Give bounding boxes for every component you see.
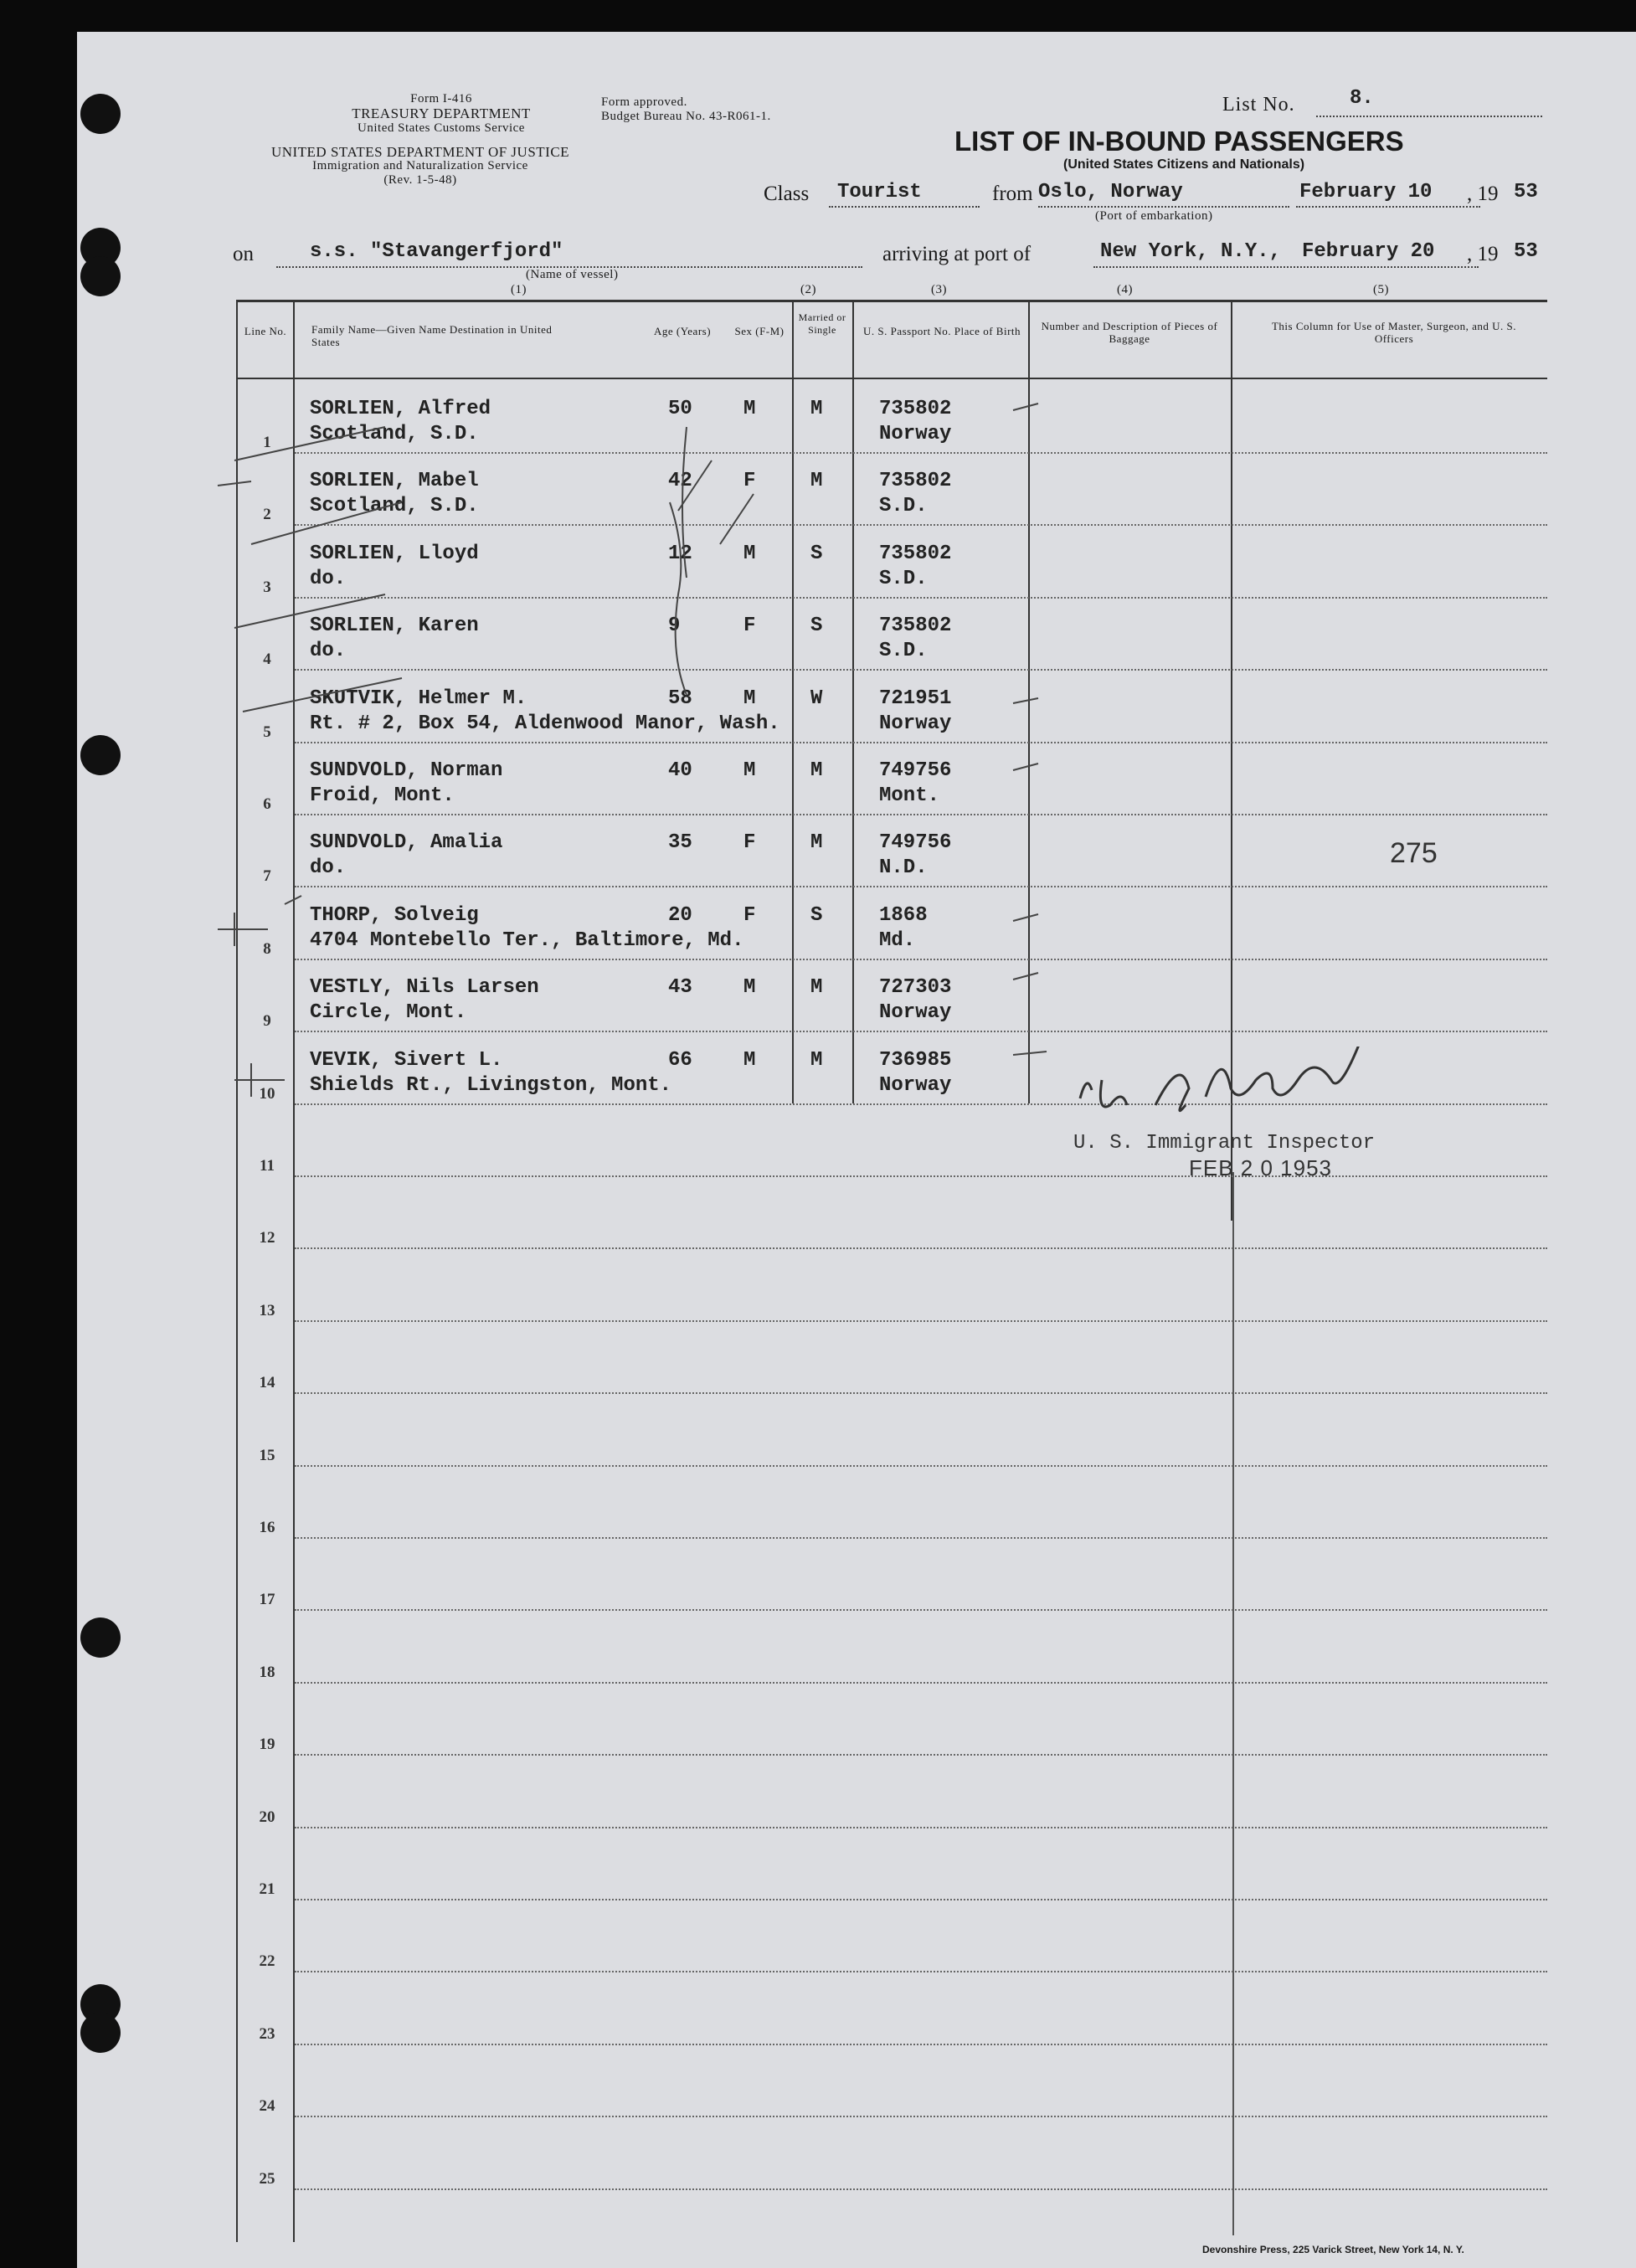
place-of-birth: S.D.	[879, 640, 928, 663]
list-no-label: List No.	[1222, 94, 1295, 116]
inspector-label: U. S. Immigrant Inspector	[1073, 1132, 1376, 1155]
line-number: 3	[263, 578, 271, 596]
line-number: 1	[263, 434, 271, 451]
place-of-birth: Norway	[879, 1001, 952, 1025]
header-name: Family Name—Given Name Destination in United States	[311, 323, 553, 348]
line-number: 13	[259, 1301, 275, 1319]
passenger-age: 20	[668, 903, 692, 927]
line-number: 10	[259, 1084, 275, 1103]
line-number: 18	[259, 1663, 275, 1681]
header-bottom-border	[236, 378, 1547, 379]
date-stamp: FEB 2 0 1953	[1189, 1155, 1332, 1180]
passenger-age: 58	[668, 687, 692, 710]
place-of-birth: N.D.	[879, 856, 928, 880]
port-embark-label: (Port of embarkation)	[1095, 209, 1213, 223]
vessel-label: (Name of vessel)	[526, 268, 619, 281]
passenger-name: THORP, Solveig	[310, 903, 479, 927]
passport-number: 735802	[879, 398, 952, 420]
header-passport: U. S. Passport No. Place of Birth	[862, 325, 1021, 337]
line-number: 11	[260, 1157, 275, 1175]
passenger-destination: Scotland, S.D.	[310, 423, 479, 445]
row-separator	[295, 1320, 1547, 1322]
line-number: 7	[263, 867, 271, 886]
place-of-birth: S.D.	[879, 495, 928, 518]
passenger-sex: M	[743, 759, 756, 782]
document-subtitle: (United States Citizens and Nationals)	[1063, 157, 1305, 172]
line-number: 5	[263, 723, 271, 741]
passenger-destination: 4704 Montebello Ter., Baltimore, Md.	[310, 928, 744, 952]
officer-number: 275	[1390, 837, 1438, 869]
arrival-date: February 20	[1302, 240, 1435, 263]
place-of-birth: Norway	[879, 423, 952, 445]
passenger-name: SORLIEN, Karen	[310, 615, 479, 638]
form-approved: Form approved.	[601, 95, 687, 109]
line-number: 25	[259, 2169, 275, 2188]
passenger-destination: Circle, Mont.	[310, 1001, 467, 1025]
punch-hole	[80, 1617, 121, 1658]
form-number: Form I-416	[410, 92, 472, 105]
header-age: Age (Years)	[653, 325, 712, 337]
depart-year-prefix: , 19	[1467, 183, 1499, 205]
line-number: 12	[259, 1229, 275, 1247]
passenger-sex: F	[743, 903, 756, 927]
line-number: 8	[263, 939, 271, 958]
col-num-2: (2)	[800, 283, 816, 296]
from-label: from	[992, 183, 1033, 205]
col-num-5: (5)	[1373, 283, 1389, 296]
line-number: 20	[259, 1808, 275, 1826]
col-num-3: (3)	[931, 283, 947, 296]
passenger-age: 66	[668, 1048, 692, 1072]
passport-number: 735802	[879, 470, 952, 493]
arrival-port: New York, N.Y.,	[1100, 240, 1282, 263]
vessel-name: s.s. "Stavangerfjord"	[310, 240, 563, 263]
passport-number: 736985	[879, 1048, 952, 1072]
passenger-marital-status: M	[810, 470, 823, 493]
passenger-sex: F	[743, 615, 756, 638]
passenger-destination: Froid, Mont.	[310, 784, 455, 807]
header-line-no: Line No.	[244, 325, 287, 337]
passenger-age: 42	[668, 470, 692, 493]
revision: (Rev. 1-5-48)	[383, 173, 457, 187]
passenger-age: 43	[668, 976, 692, 1000]
passport-number: 749756	[879, 759, 952, 782]
row-separator	[295, 1247, 1547, 1249]
line-number: 9	[263, 1012, 271, 1031]
passenger-marital-status: M	[810, 398, 823, 420]
place-of-birth: Md.	[879, 928, 916, 952]
passenger-destination: do.	[310, 640, 347, 663]
passenger-age: 40	[668, 759, 692, 782]
passenger-name: SUNDVOLD, Norman	[310, 759, 503, 782]
punch-hole	[80, 735, 121, 775]
passenger-marital-status: W	[810, 687, 823, 710]
passenger-destination: do.	[310, 567, 347, 590]
budget-bureau: Budget Bureau No. 43-R061-1.	[601, 110, 771, 123]
line-number: 16	[259, 1519, 275, 1536]
passenger-sex: M	[743, 542, 756, 565]
header-baggage: Number and Description of Pieces of Baggage	[1041, 320, 1218, 345]
passenger-age: 9	[668, 615, 681, 638]
class-value: Tourist	[837, 181, 922, 203]
row-separator	[295, 2116, 1547, 2117]
passenger-sex: M	[743, 976, 756, 1000]
passenger-destination: do.	[310, 856, 347, 880]
col-num-4: (4)	[1117, 283, 1133, 296]
header-sex: Sex (F-M)	[734, 325, 785, 337]
punch-hole	[80, 94, 121, 134]
passenger-marital-status: S	[810, 903, 823, 927]
row-separator	[295, 1175, 1547, 1177]
line-number: 24	[259, 2097, 275, 2116]
passenger-marital-status: S	[810, 615, 823, 638]
passenger-sex: M	[743, 687, 756, 710]
row-separator	[295, 1609, 1547, 1611]
passenger-name: VESTLY, Nils Larsen	[310, 976, 539, 1000]
place-of-birth: Norway	[879, 1073, 952, 1097]
printer-imprint: Devonshire Press, 225 Varick Street, New York 14, N. Y.	[1202, 2244, 1464, 2255]
passenger-age: 35	[668, 831, 692, 855]
pencil-marks	[184, 393, 787, 1130]
header-married: Married or Single	[798, 311, 846, 336]
place-of-birth: S.D.	[879, 567, 928, 590]
justice-dept: UNITED STATES DEPARTMENT OF JUSTICE	[270, 144, 570, 160]
row-separator	[295, 1827, 1547, 1828]
line-number: 2	[263, 506, 271, 524]
passenger-marital-status: M	[810, 831, 823, 855]
punch-hole	[80, 256, 121, 296]
passenger-destination: Shields Rt., Livingston, Mont.	[310, 1073, 672, 1097]
passenger-age: 50	[668, 398, 692, 420]
place-of-birth: Mont.	[879, 784, 940, 807]
passenger-name: SORLIEN, Lloyd	[310, 542, 479, 565]
depart-year: 53	[1514, 181, 1538, 203]
passenger-sex: M	[743, 1048, 756, 1072]
passenger-marital-status: M	[810, 759, 823, 782]
passenger-name: SORLIEN, Alfred	[310, 398, 491, 420]
table-top-border	[236, 300, 1547, 302]
row-separator	[295, 1537, 1547, 1539]
treasury-dept: TREASURY DEPARTMENT	[352, 105, 531, 121]
passport-number: 1868	[879, 903, 928, 927]
header-officers: This Column for Use of Master, Surgeon, and U. S. Officers	[1271, 320, 1517, 345]
passenger-sex: F	[743, 831, 756, 855]
list-no-value: 8.	[1350, 87, 1374, 110]
ins-label: Immigration and Naturalization Service	[312, 159, 528, 172]
line-number: 21	[259, 1880, 275, 1898]
row-separator	[295, 2044, 1547, 2045]
passenger-sex: M	[743, 398, 756, 420]
row-separator	[295, 1971, 1547, 1972]
passenger-age: 12	[668, 542, 692, 565]
passport-number: 735802	[879, 542, 952, 565]
passenger-name: SKUTVIK, Helmer M.	[310, 687, 527, 710]
passenger-marital-status: M	[810, 976, 823, 1000]
arriving-label: arriving at port of	[882, 243, 1032, 265]
row-separator	[295, 1754, 1547, 1756]
passenger-name: VEVIK, Sivert L.	[310, 1048, 503, 1072]
row-separator	[295, 2188, 1547, 2190]
document-page	[77, 32, 1636, 2268]
customs-service: United States Customs Service	[358, 121, 525, 135]
line-number: 17	[259, 1591, 275, 1609]
class-label: Class	[764, 183, 810, 205]
passenger-marital-status: S	[810, 542, 823, 565]
line-number: 14	[259, 1374, 275, 1392]
col-num-1: (1)	[511, 283, 527, 296]
passenger-name: SORLIEN, Mabel	[310, 470, 479, 493]
arrival-year: 53	[1514, 240, 1538, 263]
passenger-destination: Scotland, S.D.	[310, 495, 479, 518]
arrival-year-prefix: , 19	[1467, 243, 1499, 265]
passport-check-marks	[1005, 402, 1072, 1088]
line-number: 23	[259, 2024, 275, 2043]
passenger-destination: Rt. # 2, Box 54, Aldenwood Manor, Wash.	[310, 712, 780, 735]
passport-number: 735802	[879, 615, 952, 638]
line-number: 6	[263, 795, 271, 813]
line-number: 19	[259, 1736, 275, 1754]
document-title: LIST OF IN-BOUND PASSENGERS	[954, 126, 1404, 157]
passport-number: 721951	[879, 687, 952, 710]
row-separator	[295, 1392, 1547, 1394]
on-label: on	[233, 243, 254, 265]
row-separator	[295, 1899, 1547, 1900]
from-value: Oslo, Norway	[1038, 181, 1183, 203]
line-number: 15	[259, 1446, 275, 1464]
passenger-name: SUNDVOLD, Amalia	[310, 831, 503, 855]
passenger-sex: F	[743, 470, 756, 493]
passport-number: 727303	[879, 976, 952, 1000]
place-of-birth: Norway	[879, 712, 952, 735]
passenger-marital-status: M	[810, 1048, 823, 1072]
line-number: 4	[263, 651, 271, 669]
punch-hole	[80, 2013, 121, 2053]
row-separator	[295, 1682, 1547, 1684]
row-separator	[295, 1465, 1547, 1467]
depart-date: February 10	[1299, 181, 1433, 203]
passport-number: 749756	[879, 831, 952, 855]
line-number: 22	[259, 1952, 275, 1971]
